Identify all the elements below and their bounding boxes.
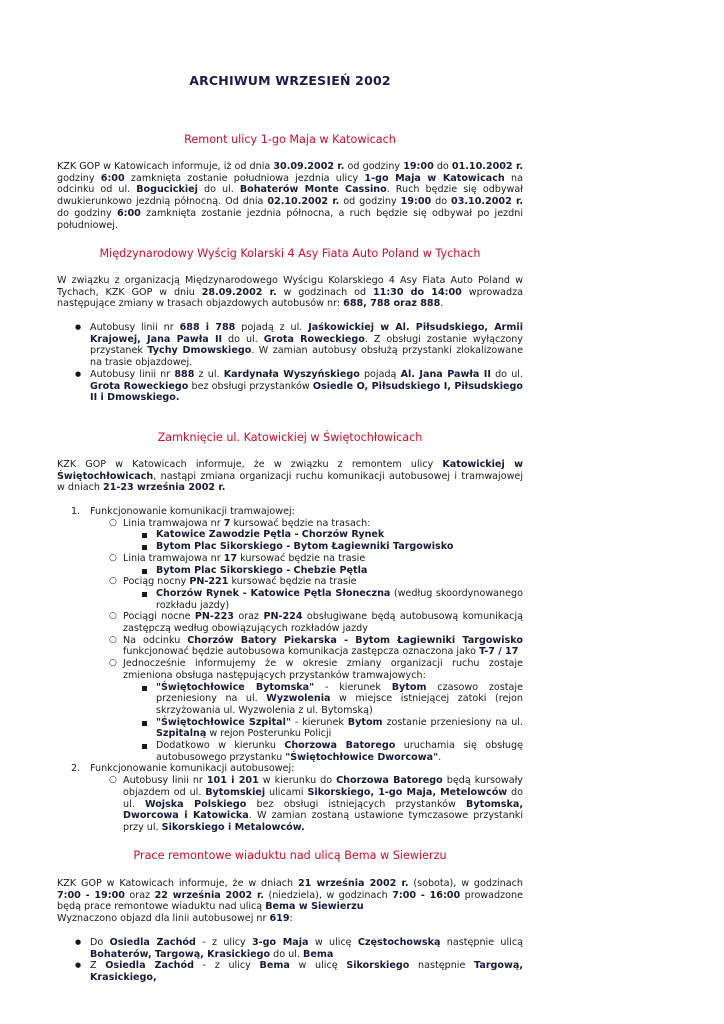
- list-item: ○ Pociągi nocne PN-223 oraz PN-224 obsługiwane będą autobusową komunikacją zastępczą według obowiązujących rozkładów jazdy: [90, 611, 523, 634]
- section-heading-bema: Prace remontowe wiaduktu nad ulicą Bema w Siewierzu: [133, 849, 447, 862]
- section-4-body: [57, 878, 523, 925]
- page-title: ARCHIWUM WRZESIEŃ 2002: [189, 73, 391, 88]
- list-item: ○ Jednocześnie informujemy że w okresie zmiany organizacji ruchu zostaje zmieniona obsługa następujących przystanków tramwajowych: "Świętochłowice Bytomska" - kierunek Bytom czasowo zostaje przeniesiony na ul. Wyzwolenia w miejsce istniejącej zatoki (rejon skrzyżowania ul. Wyzwolenia z ul. Bytomską) "Świętochłowice Szpital" - kierunek Bytom zostanie przeniesiony na ul. Szpitalną w rejon Posterunku Policji Dodatkowo w kierunku Chorzowa Batorego uruchamia się obsługę autobusowego przystanku "Świętochłowice Dworcowa".: [90, 658, 523, 763]
- section-heading-wyscig: Międzynarodowy Wyścig Kolarski 4 Asy Fiata Auto Poland w Tychach: [99, 247, 481, 260]
- section-4-list: [57, 937, 523, 984]
- list-item: ● Z Osiedla Zachód - z ulicy Bema w ulicę Sikorskiego następnie Targową, Krasickiego,: [57, 960, 523, 983]
- list-item: Bytom Plac Sikorskiego - Chebzie Pętla: [123, 565, 523, 577]
- section-2-body: [57, 275, 523, 310]
- section-3-list: [57, 506, 523, 834]
- list-item: ○ Autobusy linii nr 101 i 201 w kierunku do Chorzowa Batorego będą kursowały objazdem od ul. Bytomskiej ulicami Sikorskiego, 1-go Maja, Metelowców do ul. Wojska Polskiego bez obsługi istniejących przystanków Bytomska, Dworcowa i Katowicka. W zamian zostaną ustawione tymczasowe przystanki przy ul. Sikorskiego i Metalowców.: [90, 775, 523, 834]
- list-item: "Świętochłowice Szpital" - kierunek Bytom zostanie przeniesiony na ul. Szpitalną w rejon Posterunku Policji: [123, 717, 523, 740]
- paragraph: W związku z organizacją Międzynarodowego Wyścigu Kolarskiego 4 Asy Fiata Auto Poland w Tychach, KZK GOP w dniu 28.09.2002 r. w godzinach od 11:30 do 14:00 wprowadza następujące zmiany w trasach objazdowych autobusów nr: 688, 788 oraz 888.: [57, 275, 524, 310]
- list-item: Katowice Zawodzie Pętla - Chorzów Rynek: [123, 529, 523, 541]
- list-item: ● Do Osiedla Zachód - z ulicy 3-go Maja w ulicę Częstochowską następnie ulicą Bohaterów, Targową, Krasickiego do ul. Bema: [57, 937, 523, 960]
- list-item: Dodatkowo w kierunku Chorzowa Batorego uruchamia się obsługę autobusowego przystanku "Świętochłowice Dworcowa".: [123, 740, 523, 763]
- section-1-body: [57, 161, 523, 231]
- paragraph: KZK GOP w Katowicach informuje, że w związku z remontem ulicy Katowickiej w Świętochłowicach, nastąpi zmiana organizacji ruchu komunikacji autobusowej i tramwajowej w dniach 21-23 września 2002 r.: [57, 459, 523, 494]
- list-item: ○ Linia tramwajowa nr 17 kursować będzie na trasie Bytom Plac Sikorskiego - Chebzie Pętla: [90, 553, 523, 576]
- section-2-list: [57, 322, 523, 404]
- list-item: "Świętochłowice Bytomska" - kierunek Bytom czasowo zostaje przeniesiony na ul. Wyzwolenia w miejsce istniejącej zatoki (rejon skrzyżowania ul. Wyzwolenia z ul. Bytomską): [123, 682, 523, 717]
- list-item-tram: 1. Funkcjonowanie komunikacji tramwajowej: ○ Linia tramwajowa nr 7 kursować będzie na trasach: Katowice Zawodzie Pętla - Chorzów Rynek Bytom Plac Sikorskiego - Bytom Łagiewniki Targowisko ○ Linia tramwajowa nr 17 kursować będzie na trasie Bytom Plac Sikorskiego - Chebzie Pętla ○ Pociąg nocny PN-221 kursować będzie na trasie Chorzów Rynek - Katowice Pętla Słoneczna (według skoordynowanego rozkładu jazdy) ○ Pociągi nocne PN-223 oraz PN-224 obsługiwane będą autobusową komunikacją zastępczą według obowiązujących rozkładów jazdy ○ Na odcinku Chorzów Batory Piekarska - Bytom Łagiewniki Targowisko funkcjonować będzie autobusowa komunikacja zastępcza oznaczona jako T-7 / 17 ○ Jednocześnie informujemy że w okresie zmiany organizacji ruchu zostaje zmieniona obsługa następujących przystanków tramwajowych: "Świętochłowice Bytomska" - kierunek Bytom czasowo zostaje przeniesiony na ul. Wyzwolenia w miejsce istniejącej zatoki (rejon skrzyżowania ul. Wyzwolenia z ul. Bytomską) "Świętochłowice Szpital" - kierunek Bytom zostanie przeniesiony na ul. Szpitalną w rejon Posterunku Policji Dodatkowo w kierunku Chorzowa Batorego uruchamia się obsługę autobusowego przystanku "Świętochłowice Dworcowa".: [57, 506, 523, 763]
- section-heading-katowicka: Zamknięcie ul. Katowickiej w Świętochłowicach: [157, 431, 423, 444]
- list-item: ○ Pociąg nocny PN-221 kursować będzie na trasie Chorzów Rynek - Katowice Pętla Słoneczna (według skoordynowanego rozkładu jazdy): [90, 576, 523, 611]
- list-item: ● Autobusy linii nr 688 i 788 pojadą z ul. Jaśkowickiej w Al. Piłsudskiego, Armii Krajowej, Jana Pawła II do ul. Grota Roweckiego. Z obsługi zostanie wyłączony przystanek Tychy Dmowskiego. W zamian autobusy obsłużą przystanki zlokalizowane na trasie objazdowej.: [57, 322, 523, 369]
- paragraph: KZK GOP w Katowicach informuje, iż od dnia 30.09.2002 r. od godziny 19:00 do 01.10.2002 r. godziny 6:00 zamknięta zostanie południowa jezdnia ulicy 1-go Maja w Katowicach na odcinku od ul. Bogucickiej do ul. Bohaterów Monte Cassino. Ruch będzie się odbywał dwukierunkowo jezdnią północną. Od dnia 02.10.2002 r. od godziny 19:00 do 03.10.2002 r. do godziny 6:00 zamknięta zostanie jezdnia północna, a ruch będzie się odbywał po jezdni południowej.: [57, 161, 523, 231]
- list-item: Chorzów Rynek - Katowice Pętla Słoneczna (według skoordynowanego rozkładu jazdy): [123, 588, 523, 611]
- list-item: Bytom Plac Sikorskiego - Bytom Łagiewniki Targowisko: [123, 541, 523, 553]
- list-item: ○ Linia tramwajowa nr 7 kursować będzie na trasach: Katowice Zawodzie Pętla - Chorzów Rynek Bytom Plac Sikorskiego - Bytom Łagiewniki Targowisko: [90, 518, 523, 553]
- section-3-body: [57, 459, 523, 494]
- list-item: ○ Na odcinku Chorzów Batory Piekarska - Bytom Łagiewniki Targowisko funkcjonować będzie autobusowa komunikacja zastępcza oznaczona jako T-7 / 17: [90, 635, 523, 658]
- list-item-bus: 2. Funkcjonowanie komunikacji autobusowej: ○ Autobusy linii nr 101 i 201 w kierunku do Chorzowa Batorego będą kursowały objazdem od ul. Bytomskiej ulicami Sikorskiego, 1-go Maja, Metelowców do ul. Wojska Polskiego bez obsługi istniejących przystanków Bytomska, Dworcowa i Katowicka. W zamian zostaną ustawione tymczasowe przystanki przy ul. Sikorskiego i Metalowców.: [57, 763, 523, 833]
- list-item: ● Autobusy linii nr 888 z ul. Kardynała Wyszyńskiego pojadą Al. Jana Pawła II do ul. Grota Roweckiego bez obsługi przystanków Osiedle O, Piłsudskiego I, Piłsudskiego II i Dmowskiego.: [57, 369, 523, 404]
- paragraph: KZK GOP w Katowicach informuje, że w dniach 21 września 2002 r. (sobota), w godzinach 7:00 - 19:00 oraz 22 września 2002 r. (niedziela), w godzinach 7:00 - 16:00 prowadzone będą prace remontowe wiaduktu nad ulicą Bema w Siewierzu Wyznaczono objazd dla linii autobusowej nr 619:: [57, 878, 524, 925]
- section-heading-1-maja: Remont ulicy 1-go Maja w Katowicach: [184, 133, 396, 146]
